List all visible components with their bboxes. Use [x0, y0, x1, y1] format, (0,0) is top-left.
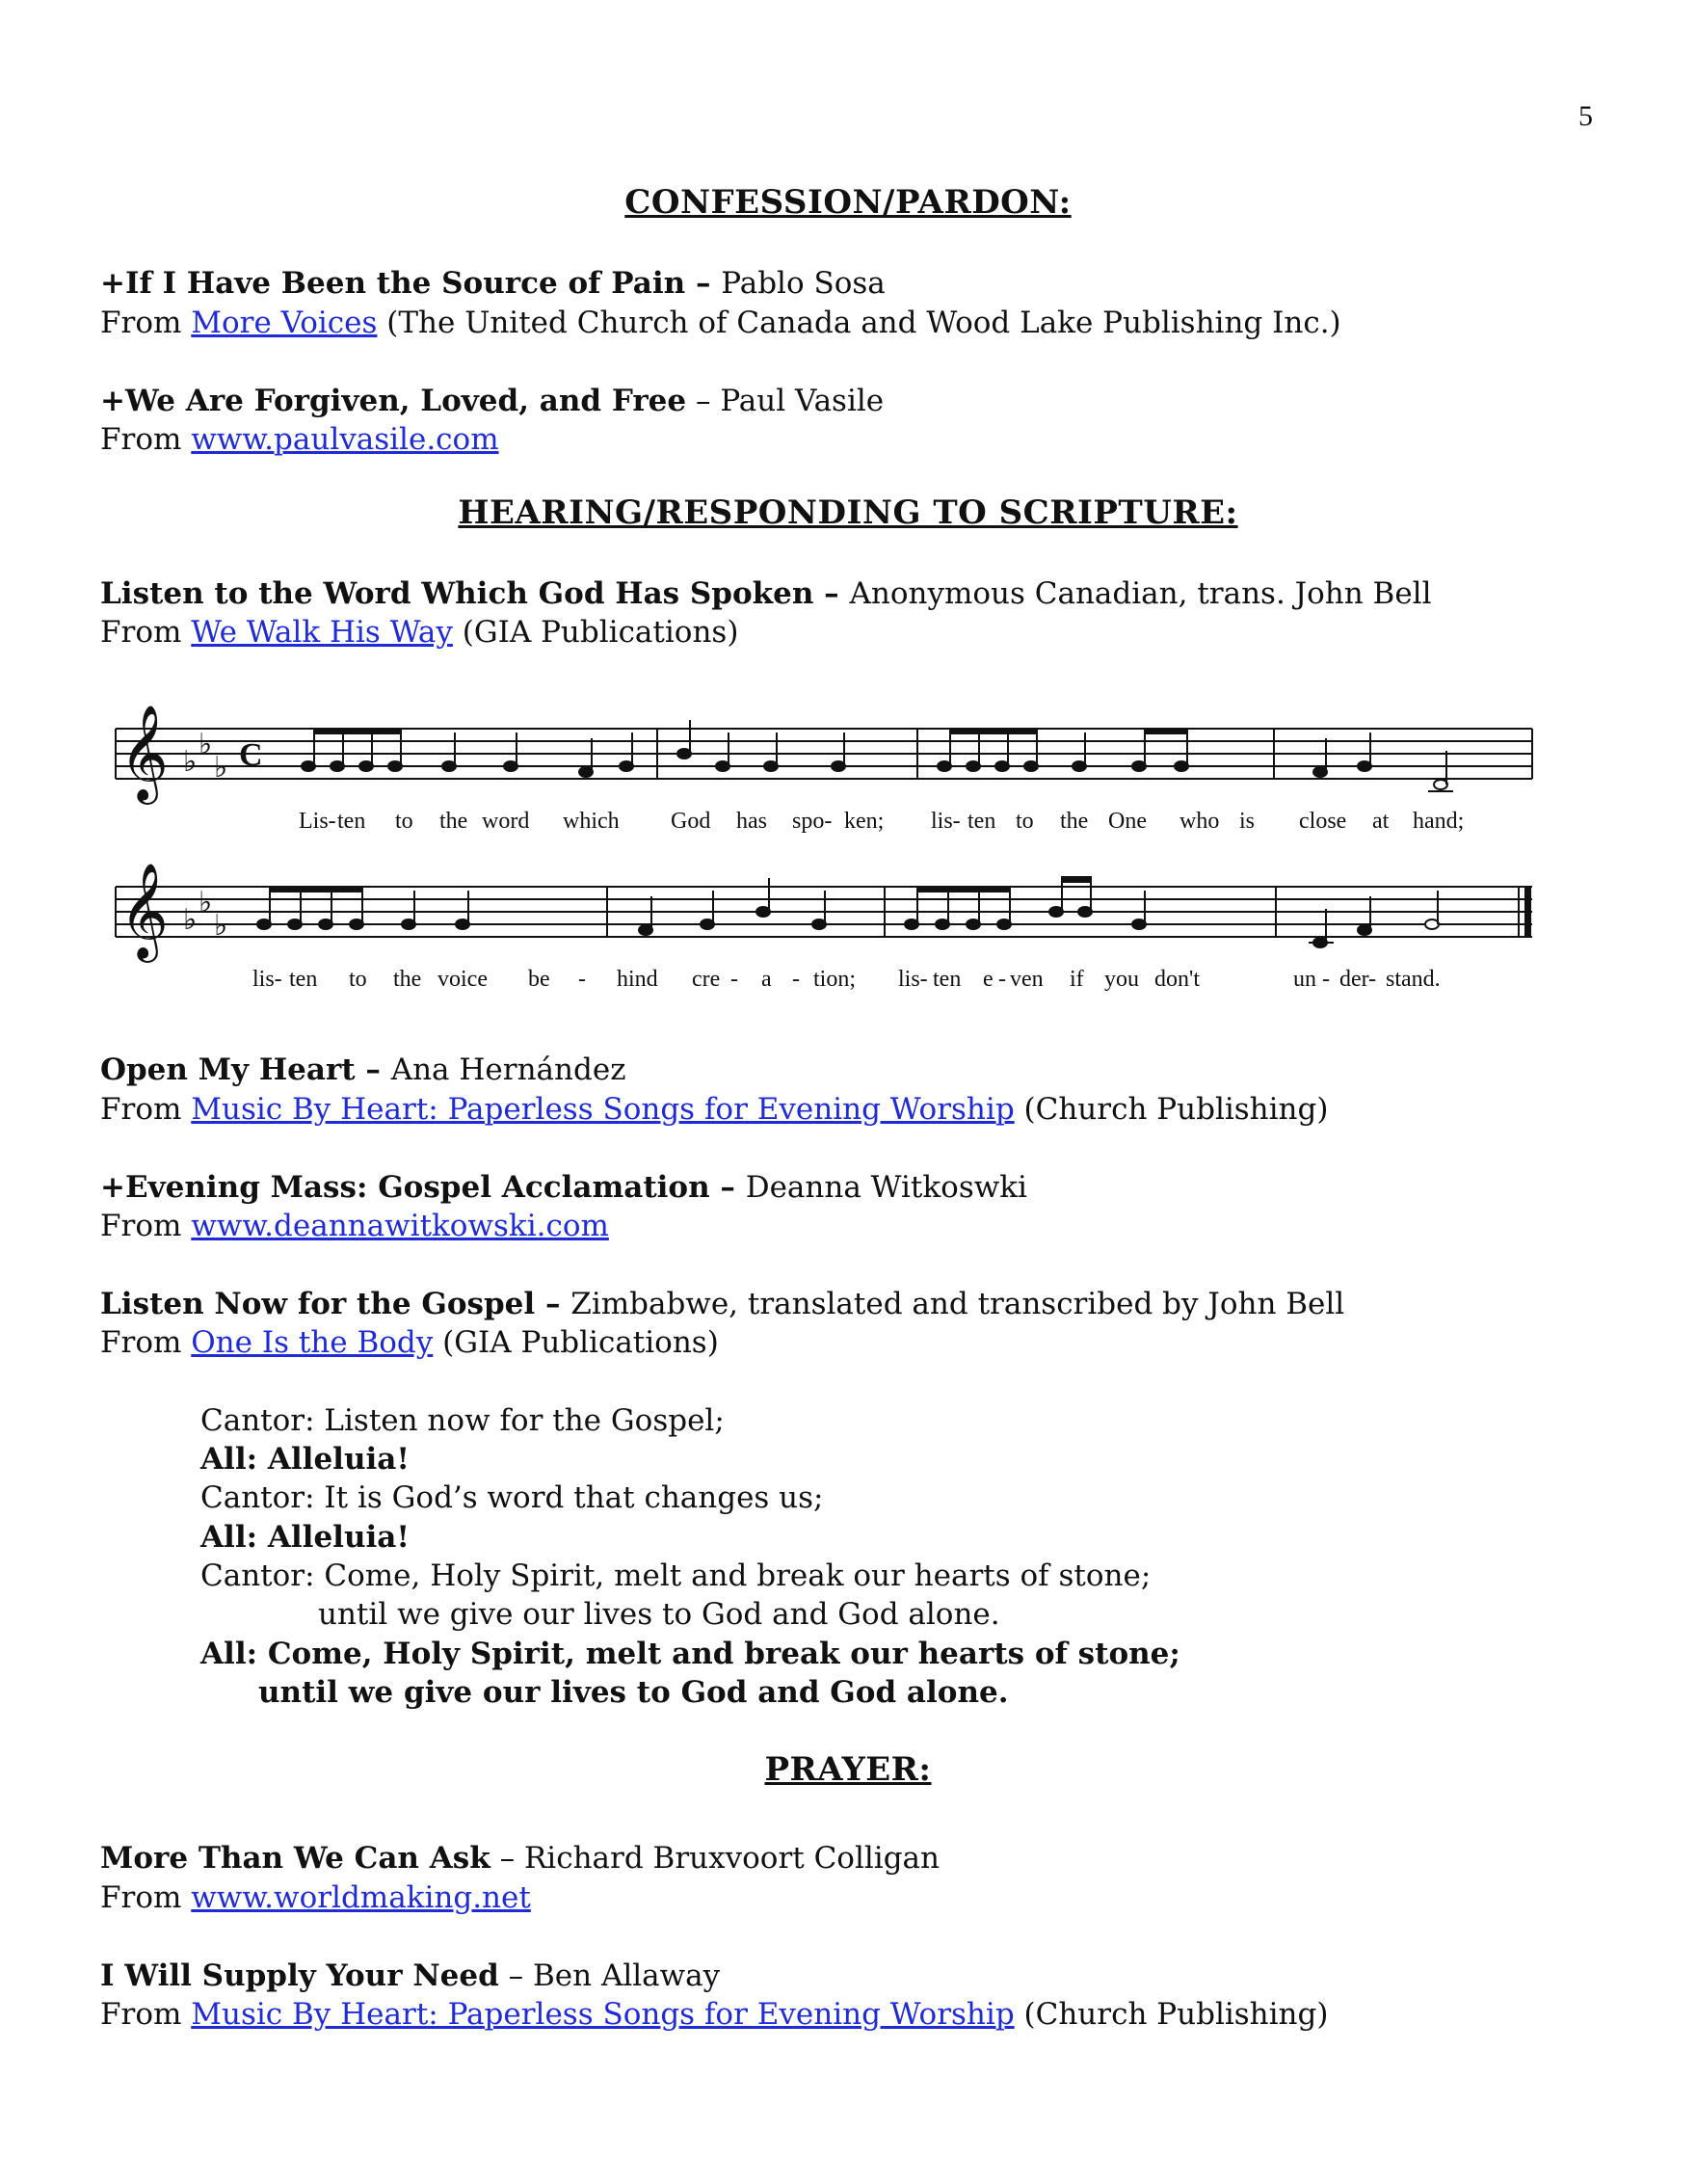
syllable: un: [1293, 967, 1316, 992]
syllable: One: [1108, 809, 1147, 834]
entry-title-line: [100, 574, 1432, 613]
entry-source-line: [100, 1878, 531, 1917]
entry-source-line: [100, 613, 738, 652]
song-title: Listen Now for the Gospel: [100, 1287, 536, 1321]
syllable: the: [393, 967, 422, 992]
entry-title-line: [100, 1285, 1344, 1323]
responsory-line: All: Alleluia!: [200, 1442, 410, 1477]
syllable: ten: [289, 967, 318, 992]
syllable: at: [1372, 809, 1390, 834]
dash: –: [535, 1287, 571, 1321]
syllable: to: [1016, 809, 1034, 834]
heading-prayer: PRAYER:: [764, 1750, 932, 1789]
syllable: to: [349, 967, 367, 992]
dash: –: [685, 266, 722, 301]
song-author: Ana Hernández: [390, 1052, 626, 1087]
syllable: hand;: [1413, 809, 1465, 834]
treble-clef-icon: 𝄞: [119, 705, 169, 801]
syllable: Lis-: [299, 809, 336, 834]
syllable: ven: [1010, 967, 1044, 992]
syllable: you: [1104, 967, 1139, 992]
responsory-line: until we give our lives to God and God alone.: [258, 1675, 1009, 1710]
syllable: ten: [933, 967, 962, 992]
source-link[interactable]: www.worldmaking.net: [191, 1880, 531, 1915]
syllable: if: [1070, 967, 1084, 992]
syllable: cre: [692, 967, 721, 992]
dash: –: [355, 1052, 391, 1087]
song-author: Zimbabwe, translated and transcribed by John Bell: [570, 1287, 1345, 1321]
syllable: which: [563, 809, 620, 834]
syllable: who: [1179, 809, 1220, 834]
syllable: be: [528, 967, 550, 992]
syllable: spo-: [792, 809, 833, 834]
syllable: a: [761, 967, 772, 992]
song-author: Richard Bruxvoort Colligan: [523, 1841, 940, 1876]
publisher: (GIA Publications): [433, 1325, 719, 1360]
from-label: From: [100, 1209, 192, 1243]
syllable: -: [730, 967, 738, 992]
publisher: (GIA Publications): [452, 615, 739, 650]
syllable: lis-: [898, 967, 928, 992]
song-author: Anonymous Canadian, trans. John Bell: [849, 576, 1432, 611]
responsory-line: Cantor: It is God’s word that changes us;: [200, 1480, 824, 1515]
syllable: voice: [437, 967, 488, 992]
responsory-line: All: Alleluia!: [200, 1520, 410, 1555]
syllable: ten: [967, 809, 996, 834]
entry-title-line: [100, 1839, 940, 1878]
page-number: 5: [1578, 100, 1593, 132]
responsory-line: Cantor: Come, Holy Spirit, melt and break our hearts of stone;: [200, 1558, 1152, 1593]
from-label: From: [100, 1997, 192, 2032]
song-title: More Than We Can Ask: [100, 1841, 490, 1876]
dash: –: [498, 1958, 533, 1993]
common-time-icon: C: [239, 737, 263, 773]
treble-clef-icon: 𝄞: [119, 863, 169, 959]
entry-source-line: [100, 420, 499, 459]
entry-source-line: [100, 1995, 1328, 2034]
syllable: close: [1299, 809, 1347, 834]
flat-icon: ♭: [214, 909, 228, 943]
responsory-line: until we give our lives to God and God alone.: [318, 1597, 1000, 1632]
entry-title-line: [100, 382, 884, 420]
publisher: (Church Publishing): [1014, 1092, 1329, 1127]
publisher: (Church Publishing): [1014, 1997, 1329, 2032]
from-label: From: [100, 306, 192, 340]
flat-icon: ♭: [183, 903, 198, 937]
lyrics-line-1: [299, 809, 1464, 834]
syllable: -: [998, 967, 1006, 992]
source-link[interactable]: One Is the Body: [191, 1325, 434, 1360]
from-label: From: [100, 1880, 192, 1915]
flat-icon: ♭: [199, 728, 213, 761]
song-title: +Evening Mass: Gospel Acclamation: [100, 1170, 710, 1205]
responsory-line: Cantor: Listen now for the Gospel;: [200, 1403, 725, 1438]
song-author: Paul Vasile: [720, 384, 885, 418]
song-title: I Will Supply Your Need: [100, 1958, 499, 1993]
source-link[interactable]: We Walk His Way: [191, 615, 453, 650]
syllable: the: [1060, 809, 1089, 834]
syllable: -: [792, 967, 800, 992]
entry-title-line: [100, 264, 886, 303]
syllable: has: [736, 809, 767, 834]
source-link[interactable]: Music By Heart: Paperless Songs for Evening Worship: [191, 1997, 1015, 2032]
dash: –: [813, 576, 850, 611]
syllable: ten: [337, 809, 366, 834]
source-link[interactable]: www.paulvasile.com: [191, 422, 499, 457]
syllable: -: [578, 967, 586, 992]
syllable: ken;: [844, 809, 885, 834]
from-label: From: [100, 615, 192, 650]
flat-icon: ♭: [214, 751, 228, 785]
entry-source-line: [100, 1090, 1328, 1129]
publisher: (The United Church of Canada and Wood Lake Publishing Inc.): [377, 306, 1341, 340]
song-title: +If I Have Been the Source of Pain: [100, 266, 686, 301]
syllable: der-: [1339, 967, 1377, 992]
from-label: From: [100, 422, 192, 457]
from-label: From: [100, 1325, 192, 1360]
from-label: From: [100, 1092, 192, 1127]
syllable: the: [439, 809, 468, 834]
song-author: Deanna Witkoswki: [745, 1170, 1027, 1205]
lyrics-line-2: [252, 967, 1441, 992]
entry-title-line: [100, 1957, 720, 1995]
syllable: word: [482, 809, 530, 834]
heading-scripture: HEARING/RESPONDING TO SCRIPTURE:: [458, 493, 1238, 532]
flat-icon: ♭: [183, 745, 198, 779]
song-title: Open My Heart: [100, 1052, 356, 1087]
notes-staff-1: [302, 720, 1453, 791]
syllable: hind: [617, 967, 658, 992]
entry-title-line: [100, 1051, 626, 1089]
source-link[interactable]: www.deannawitkowski.com: [191, 1209, 609, 1243]
source-link[interactable]: Music By Heart: Paperless Songs for Evening Worship: [191, 1092, 1015, 1127]
syllable: tion;: [813, 967, 857, 992]
entry-source-line: [100, 304, 1341, 342]
syllable: stand.: [1386, 967, 1441, 992]
syllable: lis-: [931, 809, 961, 834]
song-author: Ben Allaway: [533, 1958, 721, 1993]
syllable: don't: [1154, 967, 1200, 992]
song-title: Listen to the Word Which God Has Spoken: [100, 576, 814, 611]
syllable: God: [671, 809, 711, 834]
syllable: to: [395, 809, 413, 834]
song-title: +We Are Forgiven, Loved, and Free: [100, 384, 687, 418]
dash: –: [490, 1841, 524, 1876]
entry-source-line: [100, 1323, 719, 1362]
dash: –: [686, 384, 721, 418]
music-score: [106, 696, 1542, 1014]
responsory-line: All: Come, Holy Spirit, melt and break our hearts of stone;: [200, 1637, 1180, 1671]
staff-2: [116, 863, 1532, 992]
song-author: Pablo Sosa: [721, 266, 886, 301]
syllable: -: [1322, 967, 1330, 992]
syllable: lis-: [252, 967, 282, 992]
dash: –: [709, 1170, 746, 1205]
syllable: is: [1239, 809, 1256, 834]
flat-icon: ♭: [199, 886, 213, 919]
syllable: e: [983, 967, 994, 992]
staff-1: [116, 705, 1532, 834]
entry-title-line: [100, 1168, 1027, 1207]
source-link[interactable]: More Voices: [191, 306, 378, 340]
heading-confession: CONFESSION/PARDON:: [624, 183, 1072, 222]
entry-source-line: [100, 1207, 609, 1245]
